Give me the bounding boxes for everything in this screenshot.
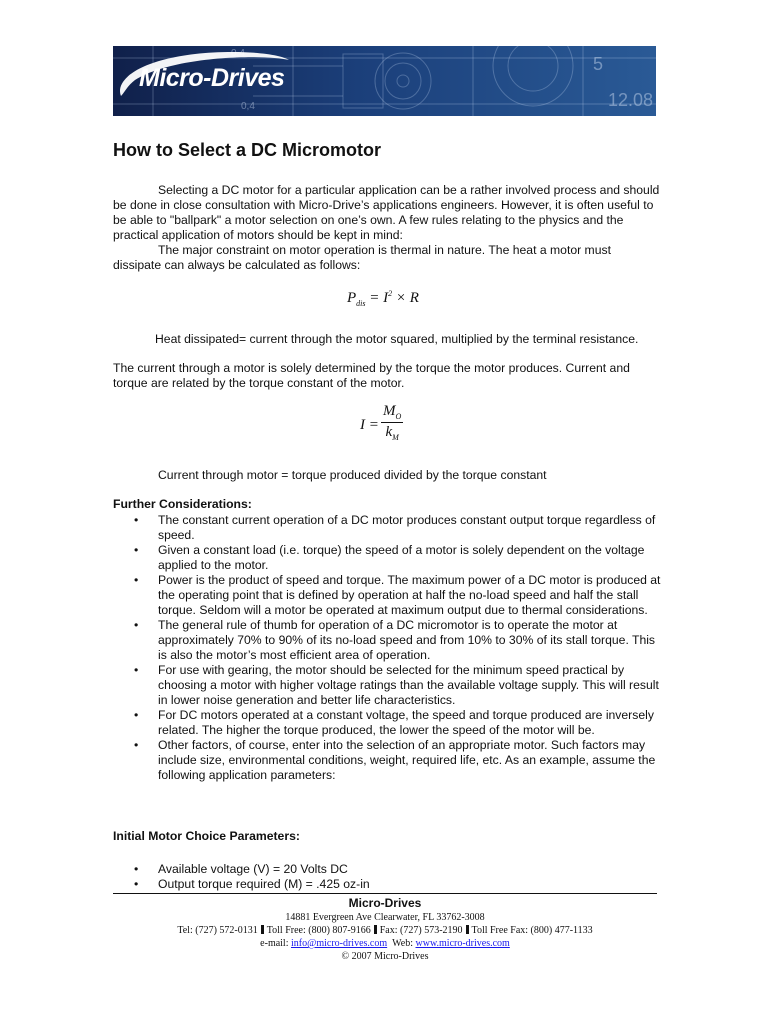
website-link[interactable]: www.micro-drives.com <box>415 938 510 949</box>
separator <box>374 925 377 934</box>
company-logo: Micro-Drives <box>139 64 285 92</box>
footer-company: Micro-Drives <box>348 896 422 910</box>
eq-tail: × R <box>395 290 419 306</box>
list-item: • Power is the product of speed and torque. The maximum power of a DC motor is produced at the operating point that is defined by operation at half the no-load speed and half the stall torque. Seldom will a motor be operated at maximum output due to thermal considerations. <box>113 573 661 618</box>
footer-contact <box>113 937 657 950</box>
banner-deco-text: 5 <box>593 54 604 74</box>
footer-fax: Fax: (727) 573-2190 <box>379 925 463 936</box>
list-item: • For use with gearing, the motor should be selected for the minimum speed practical by choosing a motor with higher voltage ratings than the available voltage supply. This will result in lower noise generation and better life characteristics. <box>113 663 661 708</box>
header-banner <box>113 46 656 116</box>
fraction-denominator <box>381 423 403 442</box>
eq-rhs-sup: 2 <box>388 289 393 298</box>
current-paragraph: The current through a motor is solely determined by the torque the motor produces. Current and torque are related by the torque constant of the motor. <box>113 361 630 390</box>
eq-lhs-sub: dis <box>356 299 366 308</box>
separator <box>261 925 264 934</box>
email-link[interactable]: info@micro-drives.com <box>291 938 388 949</box>
web-label: Web: <box>392 938 413 949</box>
fraction-numerator <box>381 403 403 423</box>
footer-address: 14881 Evergreen Ave Clearwater, FL 33762-3008 <box>285 912 485 923</box>
footer-toll-free: Toll Free: (800) 807-9166 <box>266 925 371 936</box>
list-item: • For DC motors operated at a constant voltage, the speed and torque produced are inversely related. The higher the torque produced, the lower the speed of the motor will be. <box>113 708 661 738</box>
initial-parameters-heading: Initial Motor Choice Parameters: <box>113 829 300 843</box>
list-item: • The constant current operation of a DC motor produces constant output torque regardless of speed. <box>113 513 661 543</box>
separator <box>466 925 469 934</box>
thermal-paragraph: The major constraint on motor operation is thermal in nature. The heat a motor must dissipate can always be calculated as follows: <box>113 243 611 272</box>
banner-deco-text: 12.08 <box>608 90 654 110</box>
email-label: e-mail: <box>260 938 289 949</box>
eq-lhs: P <box>347 290 357 306</box>
further-considerations-heading: Further Considerations: <box>113 497 252 511</box>
initial-parameters-list <box>113 862 661 892</box>
further-considerations-list <box>113 513 661 783</box>
equation1-caption: Heat dissipated= current through the motor squared, multiplied by the terminal resistance. <box>155 332 639 346</box>
list-item: • The general rule of thumb for operation of a DC micromotor is to operate the motor at approximately 70% to 90% of its no-load speed and from 10% to 30% of its stall torque. This is also the motor’s most efficient area of operation. <box>113 618 661 663</box>
footer-phones <box>113 924 657 937</box>
denominator-symbol: k <box>385 424 393 440</box>
numerator-symbol: M <box>383 403 396 419</box>
footer-divider <box>113 893 657 894</box>
current-equation-fraction <box>381 403 403 442</box>
footer-copyright: © 2007 Micro-Drives <box>341 951 429 962</box>
list-item: • Output torque required (M) = .425 oz-in <box>113 877 661 892</box>
current-equation-lhs: I = <box>360 417 379 433</box>
footer-toll-free-fax: Toll Free Fax: (800) 477-1133 <box>471 925 593 936</box>
list-item: • Given a constant load (i.e. torque) the speed of a motor is solely dependent on the voltage applied to the motor. <box>113 543 661 573</box>
equation2-caption: Current through motor = torque produced divided by the torque constant <box>158 468 547 482</box>
page-title: How to Select a DC Micromotor <box>113 140 382 160</box>
intro-paragraph: Selecting a DC motor for a particular application can be a rather involved process and should be done in close consultation with Micro-Drive’s applications engineers. However, it is often useful to be able to "ballpark" a motor selection on one’s own. A few rules relating to the physics and the practical application of motors should be kept in mind: <box>113 183 660 242</box>
denominator-sub: M <box>392 433 399 442</box>
power-equation <box>347 289 419 308</box>
footer-tel: Tel: (727) 572-0131 <box>177 925 258 936</box>
banner-deco-text: 0,4 <box>241 101 255 112</box>
eq-rhs: = I <box>369 290 389 306</box>
list-item: • Other factors, of course, enter into the selection of an appropriate motor. Such factors may include size, environmental conditions, weight, required life, etc. As an example, assume the following application parameters: <box>113 738 661 783</box>
list-item: • Available voltage (V) = 20 Volts DC <box>113 862 661 877</box>
footer <box>113 896 657 963</box>
numerator-sub: O <box>395 412 402 421</box>
